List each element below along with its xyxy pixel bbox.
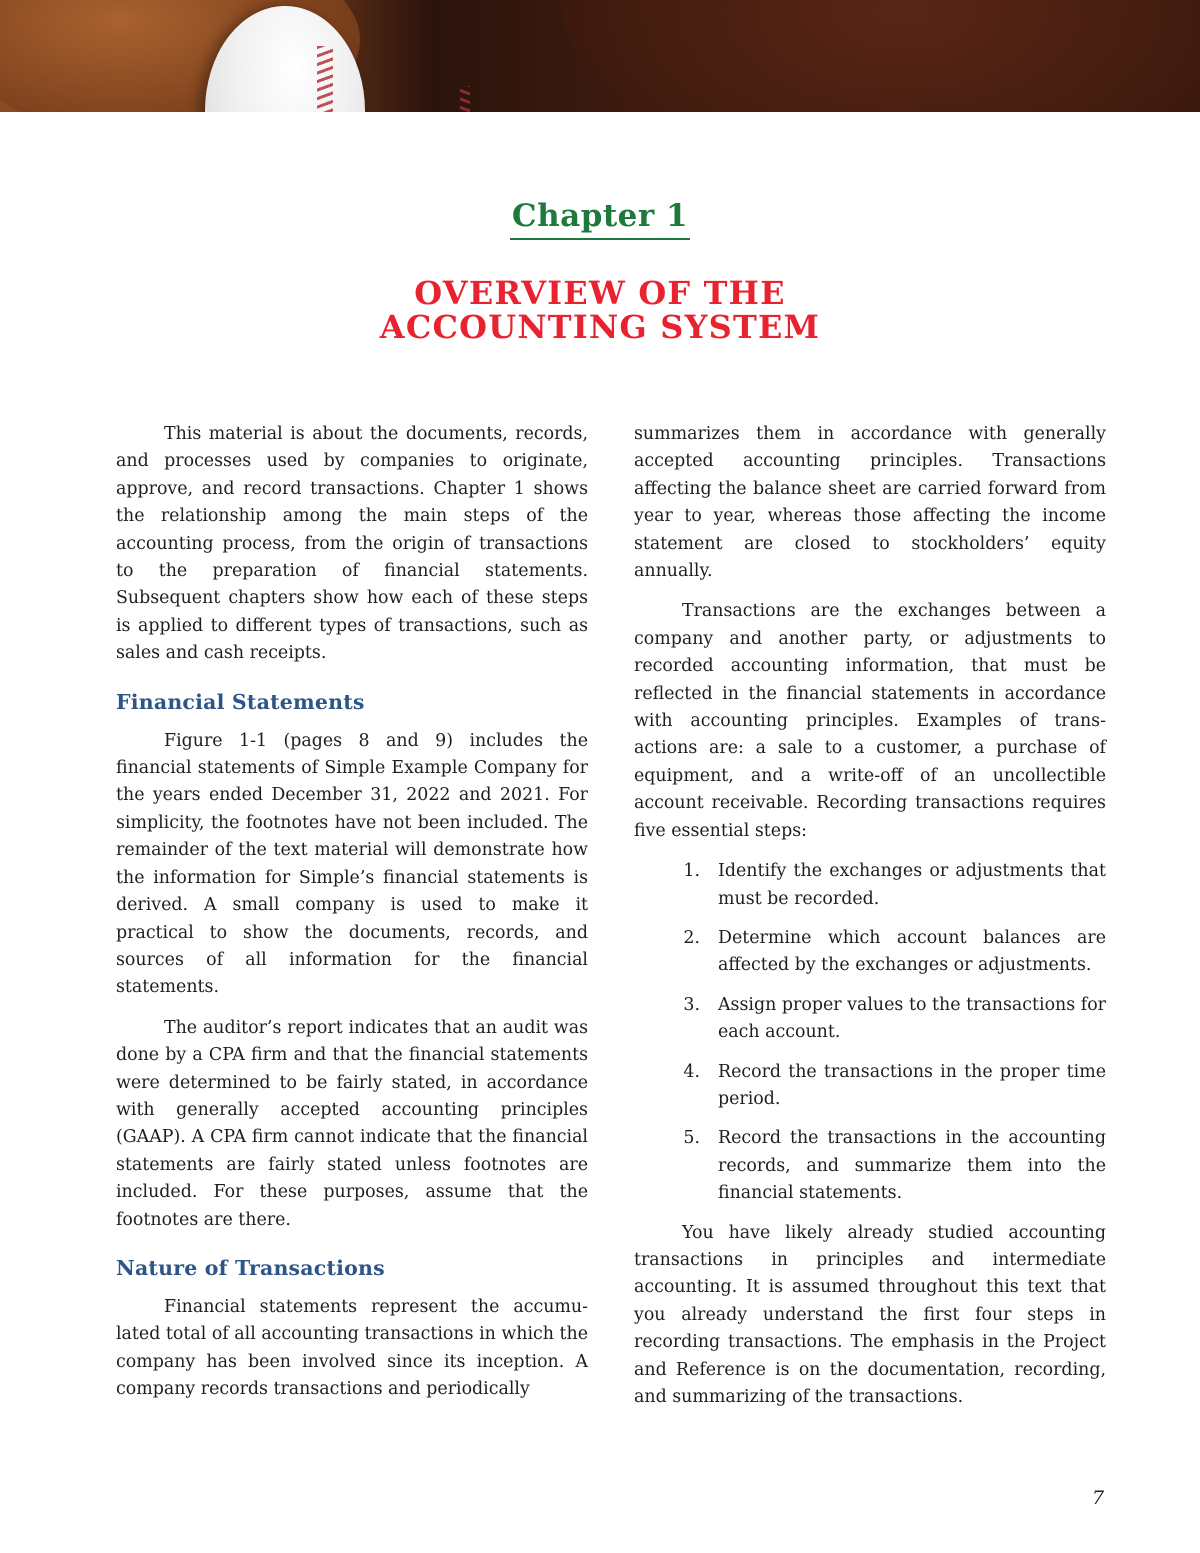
list-item <box>634 1059 1106 1114</box>
prior-knowledge-paragraph: You have likely already studied accounting transactions in principles and intermediate accounting. It is assumed throughout this text that you already understand the first four steps in recording transactions. The emphasis in the Project and Reference is on the documentation, recording, and summarizing of the transactions. <box>634 1222 1106 1407</box>
list-item-number: 4. <box>683 1061 700 1082</box>
list-item-text: Assign proper values to the transactions for each account. <box>718 994 1106 1043</box>
section-heading-financial-statements: Financial Statements <box>116 689 365 714</box>
list-item-number: 3. <box>683 994 700 1015</box>
essential-steps-list <box>634 858 1106 1207</box>
section-heading-nature-of-transactions: Nature of Transactions <box>116 1255 385 1280</box>
financial-statements-paragraph-2: The auditor’s report indicates that an audit was done by a CPA firm and that the financial statements were determined to be fairly stated, in accordance with generally accepted accounting principles (GAAP). A CPA firm cannot indicate that the financial statements are fairly stated unless footnotes are included. For these purposes, assume that the footnotes are there. <box>116 1017 588 1230</box>
chapter-label <box>0 198 1200 240</box>
chapter-title <box>0 276 1200 344</box>
header-banner-image <box>0 0 1200 112</box>
left-column <box>116 421 588 1404</box>
transactions-definition-paragraph: Transactions are the exchanges between a company and another party, or adjustments to recorded accounting information, that must be reflected in the financial statements in accordance with accounting principles. Examples of trans-actions are: a sale to a customer, a purchase of equipment, and a write-off of an uncollectible account receivable. Recording transactions requires five essential steps: <box>634 601 1106 841</box>
list-item-number: 2. <box>683 927 700 948</box>
list-item-text: Record the transactions in the proper time period. <box>718 1061 1106 1109</box>
list-item-text: Determine which account balances are affected by the exchanges or adjustments. <box>718 927 1106 976</box>
chapter-number: Chapter 1 <box>510 198 690 240</box>
continuation-paragraph: summarizes them in accordance with generally accepted accounting principles. Transactions affecting the balance sheet are carried forward from year to year, whereas those affecting the income statement are closed to stockholders’ equity annually. <box>634 424 1106 582</box>
baseball-stitching-icon <box>317 46 333 112</box>
page-number: 7 <box>1092 1487 1105 1509</box>
nature-of-transactions-paragraph-1: Financial statements represent the accumu-lated total of all accounting transactions in which the company has been involved since its inception. A company records transactions and periodically <box>116 1296 588 1400</box>
list-item <box>634 1125 1106 1207</box>
chapter-title-line-2: ACCOUNTING SYSTEM <box>379 308 821 346</box>
chapter-title-line-1: OVERVIEW OF THE <box>414 274 786 312</box>
list-item-number: 5. <box>683 1128 700 1149</box>
list-item <box>634 925 1106 980</box>
list-item-text: Record the transactions in the accounting records, and summarize them into the financial statements. <box>718 1128 1106 1204</box>
financial-statements-paragraph-1: Figure 1-1 (pages 8 and 9) includes the financial statements of Simple Example Company for the years ended December 31, 2022 and 2021. For simplicity, the footnotes have not been included. The remainder of the text material will demonstrate how the information for Simple’s financial statements is derived. A small company is used to make it practical to show the documents, records, and sources of all information for the financial statements. <box>116 730 588 998</box>
football-image-right <box>560 0 1200 112</box>
list-item-number: 1. <box>683 861 700 882</box>
intro-paragraph: This material is about the documents, records, and processes used by companies to originate, approve, and record transactions. Chapter 1 shows the relationship among the main steps of the accounting process, from the origin of transactions to the preparation of financial statements. Subsequent chapters show how each of these steps is applied to different types of transactions, such as sales and cash receipts. <box>116 424 588 664</box>
list-item-text: Identify the exchanges or adjustments that must be recorded. <box>718 861 1106 909</box>
baseball-stitching-icon <box>460 86 470 112</box>
list-item <box>634 992 1106 1047</box>
right-column <box>634 421 1106 1411</box>
list-item <box>634 858 1106 913</box>
